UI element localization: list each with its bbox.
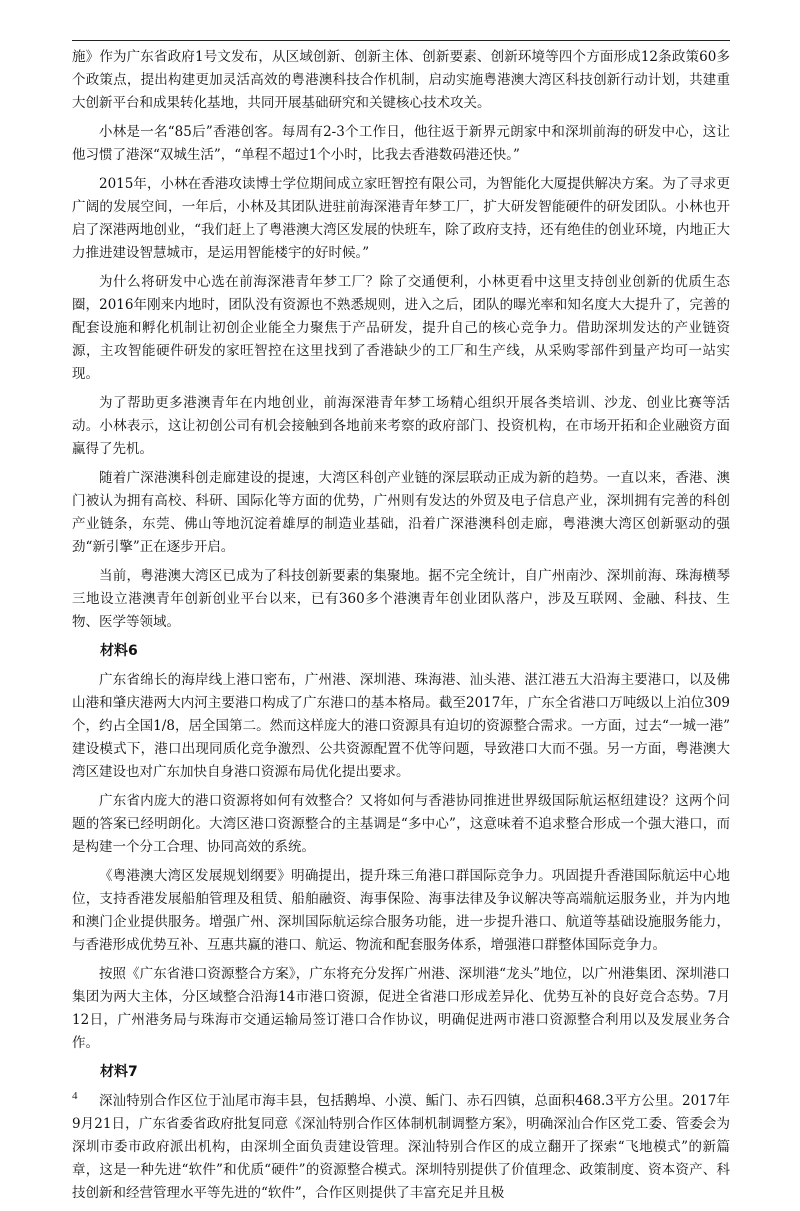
paragraph: 《粤港澳大湾区发展规划纲要》明确提出，提升珠三角港口群国际竞争力。巩固提升香港国际航运中心地位，支持香港发展船舶管理及租赁、船舶融资、海事保险、海事法律及争议解决等高端航运服务业，并为内地和澳门企业提供服务。增强广州、深圳国际航运综合服务功能，进一步提升港口、航道等基础设施服务能力，与香港形成优势互补、互惠共赢的港口、航运、物流和配套服务体系，增强港口群整体国际竞争力。 [72,868,730,953]
page-number: 4 [72,1090,78,1102]
paragraph: 随着广深港澳科创走廊建设的提速，大湾区科创产业链的深层联动正成为新的趋势。一直以来，香港、澳门被认为拥有高校、科研、国际化等方面的优势，广州则有发达的外贸及电子信息产业，深圳拥有完善的科创产业链条，东莞、佛山等地沉淀着雄厚的制造业基础，沿着广深港澳科创走廊，粤港澳大湾区创新驱动的强劲“新引擎”正在逐步开启。 [72,470,730,555]
paragraph: 当前，粤港澳大湾区已成为了科技创新要素的集聚地。据不完全统计，自广州南沙、深圳前海、珠海横琴三地设立港澳青年创新创业平台以来，已有360多个港澳青年创业团队落户，涉及互联网、金融、科技、生物、医学等领域。 [72,568,730,630]
paragraph: 为了帮助更多港澳青年在内地创业，前海深港青年梦工场精心组织开展各类培训、沙龙、创业比赛等活动。小林表示，这让初创公司有机会接触到各地前来考察的政府部门、投资机构，在市场开拓和企业融资方面赢得了先机。 [72,395,730,457]
paragraph: 按照《广东省港口资源整合方案》，广东将充分发挥广州港、深圳港“龙头”地位，以广州港集团、深圳港口集团为两大主体，分区域整合沿海14市港口资源，促进全省港口形成差异化、优势互补的良好竞合态势。7月12日，广州港务局与珠海市交通运输局签订港口合作协议，明确促进两市港口资源整合利用以及发展业务合作。 [72,966,730,1051]
document-body [72,46,730,1211]
paragraph: 施》作为广东省政府1号文发布，从区域创新、创新主体、创新要素、创新环境等四个方面形成12条政策60多个政策点，提出构建更加灵活高效的粤港澳科技合作机制，启动实施粤港澳大湾区科技创新行动计划，共建重大创新平台和成果转化基地，共同开展基础研究和关键核心技术攻关。 [72,49,730,111]
paragraph: 广东省绵长的海岸线上港口密布，广州港、深圳港、珠海港、汕头港、湛江港五大沿海主要港口，以及佛山港和肇庆港两大内河主要港口构成了广东港口的基本格局。截至2017年，广东全省港口万吨级以上泊位309个，约占全国1/8，居全国第二。然而这样庞大的港口资源具有迫切的资源整合需求。一方面，过去“一城一港” 建设模式下，港口出现同质化竞争激烈、公共资源配置不优等问题，导致港口大而不强。另一方面，粤港澳大湾区建设也对广东加快自身港口资源布局优化提出要求。 [72,672,730,780]
paragraph: 深汕特别合作区位于汕尾市海丰县，包括鹅埠、小漠、鲘门、赤石四镇，总面积468.3平方公里。2017年9月21日，广东省委省政府批复同意《深汕特别合作区体制机制调整方案》，明确深汕合作区党工委、管委会为深圳市委市政府派出机构，由深圳全面负责建设管理。深汕特别合作区的成立翻开了探索“飞地模式”的新篇章，这是一种先进“软件”和优质“硬件”的资源整合模式。深圳特别提供了价值理念、政策制度、资本资产、科技创新和经营管理水平等先进的“软件”，合作区则提供了丰富充足并且极 [72,1093,730,1201]
header-rule [72,40,730,41]
paragraph: 广东省内庞大的港口资源将如何有效整合？又将如何与香港协同推进世界级国际航运枢纽建设？这两个问题的答案已经明朗化。大湾区港口资源整合的主基调是“多中心”，这意味着不追求整合形成一个强大港口，而是构建一个分工合理、协同高效的系统。 [72,793,730,855]
paragraph: 小林是一名“85后”香港创客。每周有2-3个工作日，他往返于新界元朗家中和深圳前海的研发中心，这让他习惯了港深“双城生活”，“单程不超过1个小时，比我去香港数码港还快。” [72,124,730,163]
section-heading: 材料6 [100,643,138,659]
paragraph: 为什么将研发中心选在前海深港青年梦工厂？除了交通便利，小林更看中这里支持创业创新的优质生态圈，2016年刚来内地时，团队没有资源也不熟悉规则，进入之后，团队的曝光率和知名度大大提升了，完善的配套设施和孵化机制让初创企业能全力聚焦于产品研发，提升自己的核心竞争力。借助深圳发达的产业链资源，主攻智能硬件研发的家旺智控在这里找到了香港缺少的工厂和生产线，从采购零部件到量产均可一站实现。 [72,274,730,382]
section-heading: 材料7 [100,1064,138,1080]
paragraph: 2015年，小林在香港攻读博士学位期间成立家旺智控有限公司，为智能化大厦提供解决方案。为了寻求更广阔的发展空间，一年后，小林及其团队进驻前海深港青年梦工厂，扩大研发智能硬件的研发团队。小林也开启了深港两地创业，“我们赶上了粤港澳大湾区发展的快班车，除了政府支持，还有绝佳的创业环境，内地正大力推进建设智慧城市，是运用智能楼宇的好时候。” [72,176,730,261]
